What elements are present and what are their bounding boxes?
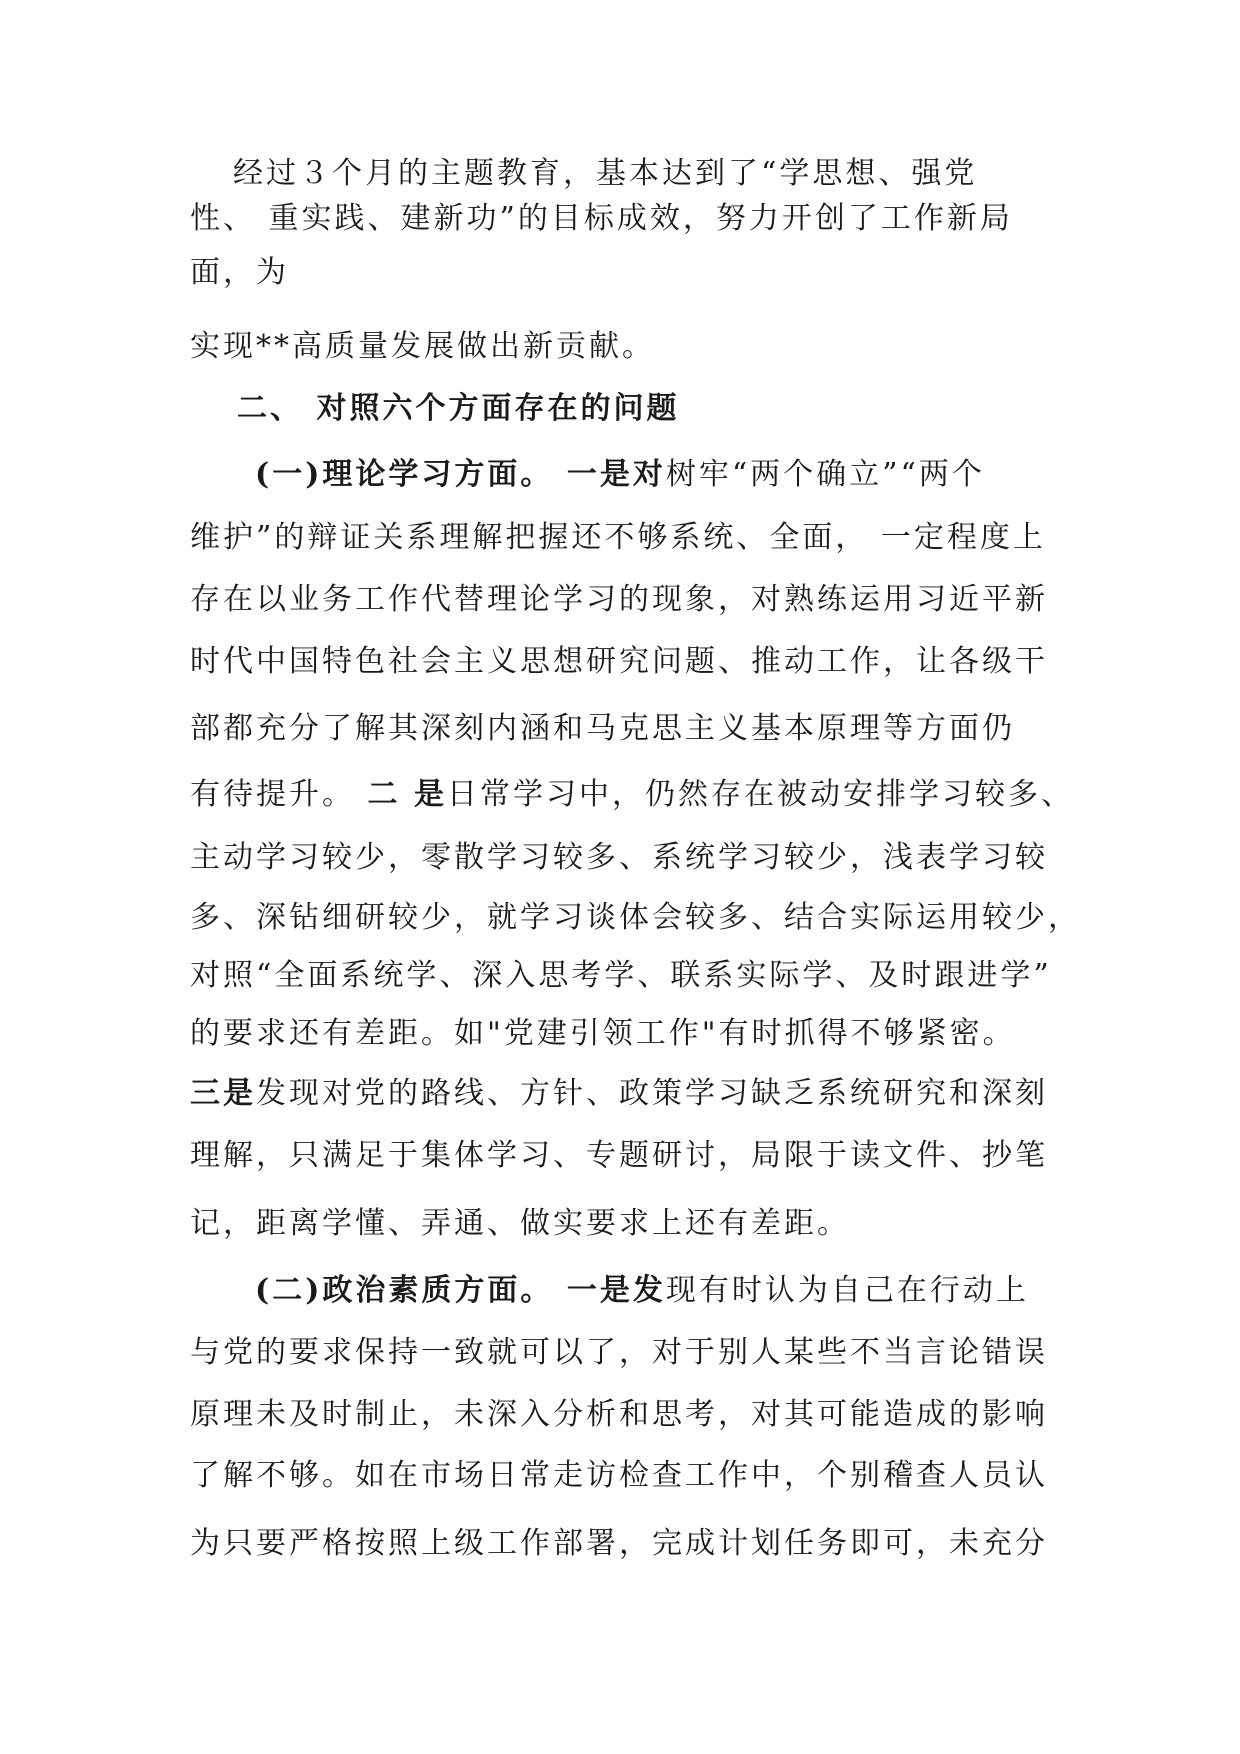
line-text: 有待提升。 (190, 777, 368, 812)
paragraph-line: 与党的要求保持一致就可以了，对于别人某些不当言论错误 (190, 1335, 1048, 1370)
line-text: 树牢“两个确立”“两个 (665, 457, 985, 492)
paragraph-line: 性、 重实践、建新功”的目标成效，努力开创了工作新局 (190, 201, 1013, 236)
paragraph-line: 多、深钻细研较少，就学习谈体会较多、结合实际运用较少， (190, 900, 1081, 935)
subsection-heading: (二)政治素质方面。 一是发 (255, 1273, 666, 1308)
section-heading: 二、 对照六个方面存在的问题 (237, 391, 680, 426)
paragraph-line: 为只要严格按照上级工作部署，完成计划任务即可，未充分 (190, 1526, 1048, 1561)
paragraph-line: 理解，只满足于集体学习、专题研讨，局限于读文件、抄笔 (190, 1138, 1048, 1173)
point-marker: 三是 (190, 1076, 256, 1111)
paragraph-line (255, 1271, 1029, 1311)
paragraph-line: 存在以业务工作代替理论学习的现象，对熟练运用习近平新 (190, 582, 1048, 617)
line-text: 日常学习中，仍然存在被动安排学习较多、 (447, 777, 1074, 812)
paragraph-line: 对照“全面系统学、深入思考学、联系实际学、及时跟进学” (190, 958, 1052, 993)
subsection-heading: (一)理论学习方面。 一是对 (255, 457, 666, 492)
line-text: 现有时认为自己在行动上 (665, 1273, 1029, 1308)
paragraph-line: 实现**高质量发展做出新贡献。 (190, 329, 655, 364)
paragraph-line: 部都充分了解其深刻内涵和马克思主义基本原理等方面仍 (190, 711, 1015, 746)
paragraph-line: 记，距离学懂、弄通、做实要求上还有差距。 (190, 1206, 850, 1241)
paragraph-line: 维护”的辩证关系理解把握还不够系统、全面， 一定程度上 (190, 520, 1046, 555)
line-text: 发现对党的路线、方针、政策学习缺乏系统研究和深刻 (256, 1076, 1048, 1111)
paragraph-line (190, 1074, 1048, 1114)
paragraph-line (255, 455, 985, 495)
paragraph-line: 原理未及时制止，未深入分析和思考，对其可能造成的影响 (190, 1397, 1048, 1432)
paragraph-line: 时代中国特色社会主义思想研究问题、推动工作，让各级干 (190, 644, 1048, 679)
paragraph-line (190, 775, 1074, 815)
paragraph-line: 主动学习较少，零散学习较多、系统学习较少，浅表学习较 (190, 840, 1048, 875)
point-marker: 二 是 (367, 777, 447, 812)
paragraph-line: 了解不够。如在市场日常走访检查工作中，个别稽查人员认 (190, 1458, 1048, 1493)
paragraph-line: 面，为 (190, 255, 289, 290)
paragraph-line: 经过３个月的主题教育，基本达到了“学思想、强党 (233, 156, 978, 191)
paragraph-line: 的要求还有差距。如"党建引领工作"有时抓得不够紧密。 (190, 1016, 1016, 1051)
